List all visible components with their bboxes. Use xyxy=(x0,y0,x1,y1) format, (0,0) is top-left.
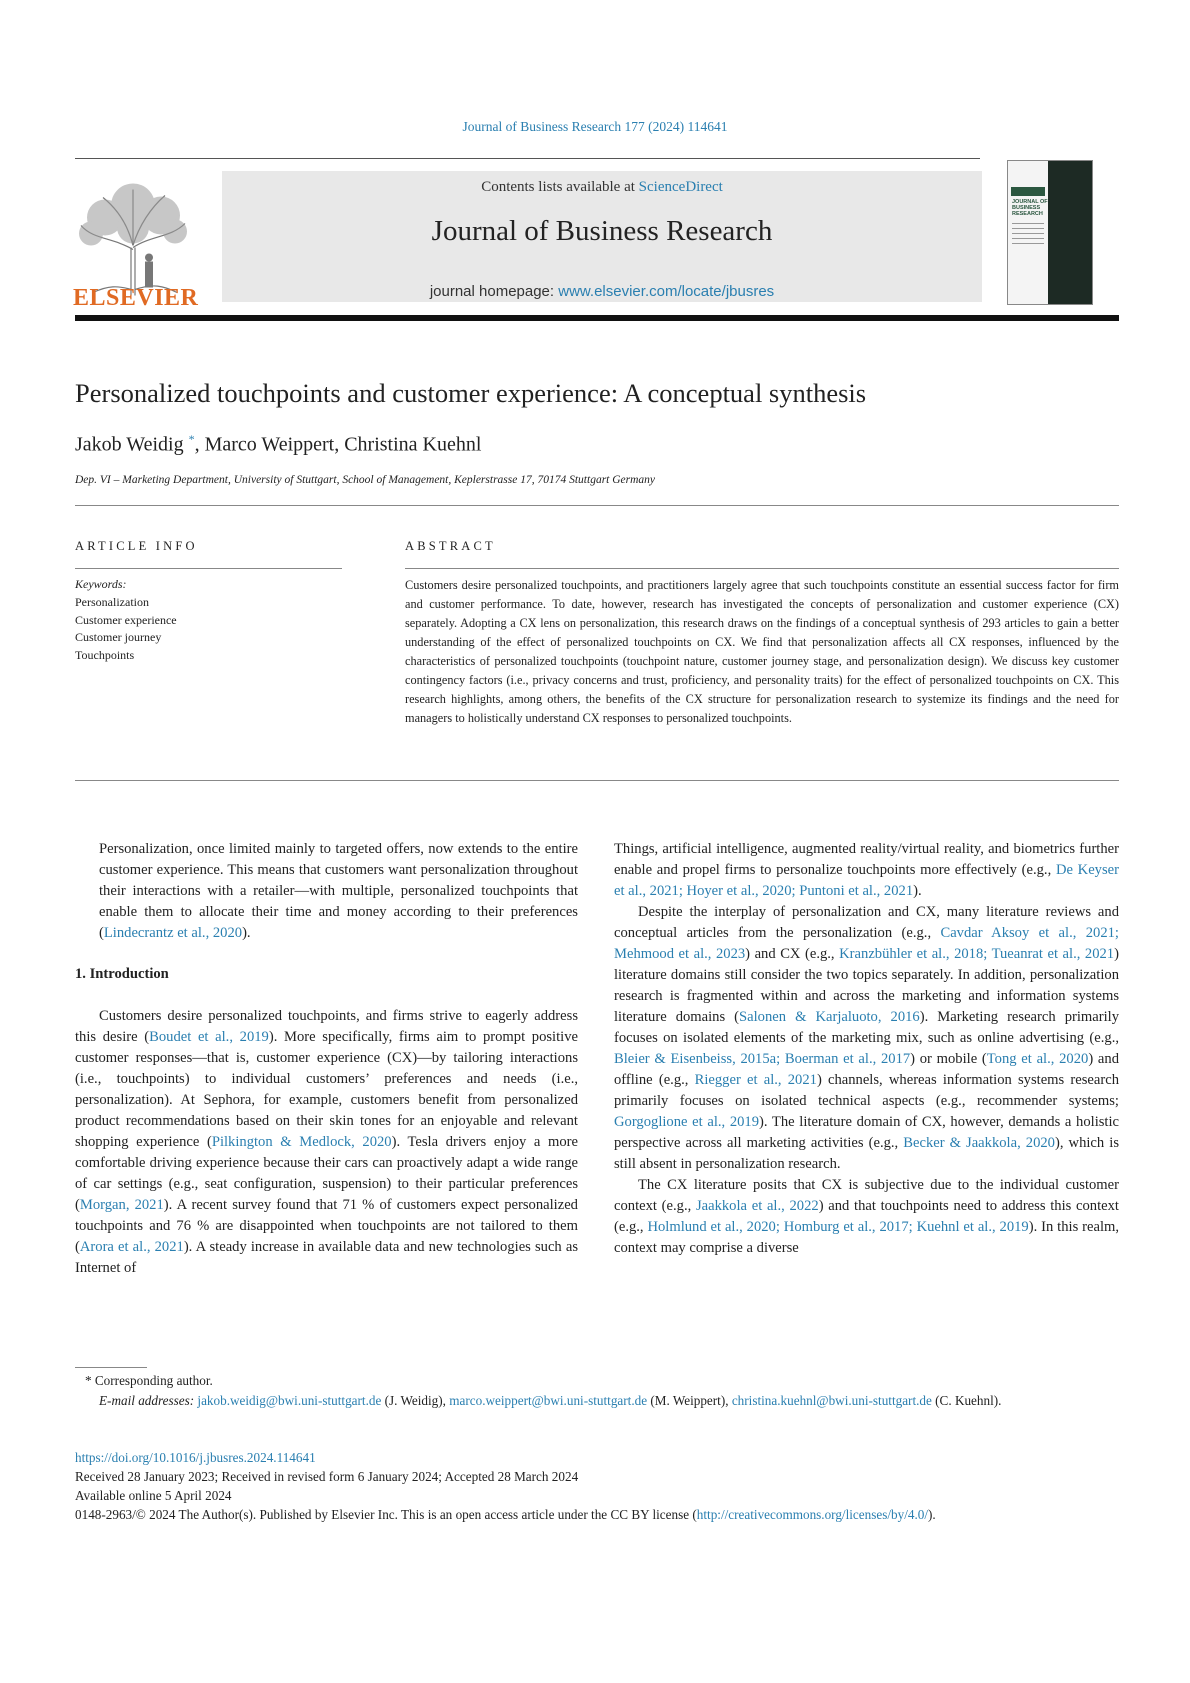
citation-link[interactable]: Becker & Jaakkola, 2020 xyxy=(903,1135,1055,1151)
body-paragraph: Things, artificial intelligence, augmented reality/virtual reality, and biometrics further enable and propel firms to personalize touchpoints more effectively (e.g., De Keyser et al., 2021; Hoyer et al., 2020; Puntoni et al., 2021). xyxy=(614,841,1119,899)
citation-link[interactable]: Pilkington & Medlock, 2020 xyxy=(211,1134,392,1150)
body-left-column xyxy=(75,839,578,1279)
author-name: , Christina Kuehnl xyxy=(334,433,482,456)
homepage-link[interactable]: www.elsevier.com/locate/jbusres xyxy=(558,283,775,300)
journal-masthead xyxy=(222,171,982,302)
citation-link[interactable]: Holmlund et al., 2020; Homburg et al., 2017; Kuehnl et al., 2019 xyxy=(647,1219,1029,1235)
citation-link[interactable]: Gorgoglione et al., 2019 xyxy=(614,1114,760,1130)
email-link[interactable]: christina.kuehnl@bwi.uni-stuttgart.de xyxy=(731,1393,932,1408)
contents-line: Contents lists available at ScienceDirect xyxy=(481,179,723,195)
available-online: Available online 5 April 2024 xyxy=(75,1488,232,1503)
email-link[interactable]: marco.weippert@bwi.uni-stuttgart.de xyxy=(449,1393,648,1408)
author-name: , Marco Weippert xyxy=(194,433,335,456)
corresponding-author-mark[interactable]: * xyxy=(188,432,195,446)
citation-link[interactable]: De Keyser et al., 2021; Hoyer et al., 2020; Puntoni et al., 2021 xyxy=(614,862,1119,899)
article-info-rule xyxy=(75,568,342,569)
affiliation: Dep. VI – Marketing Department, University of Stuttgart, School of Management, Keplerstrasse 17, 70174 Stuttgart Germany xyxy=(75,474,656,486)
citation-link[interactable]: Bleier & Eisenbeiss, 2015a; Boerman et al., 2017 xyxy=(614,1051,911,1067)
abstract-end-rule xyxy=(75,780,1119,781)
citation-link[interactable]: Boudet et al., 2019 xyxy=(149,1029,269,1045)
article-info-heading: ARTICLE INFO xyxy=(75,539,198,553)
header-thick-rule xyxy=(75,315,1119,321)
section-heading-introduction: 1. Introduction xyxy=(75,966,169,982)
abstract-heading: ABSTRACT xyxy=(405,539,496,553)
author-list xyxy=(75,432,481,457)
paper-title: Personalized touchpoints and customer experience: A conceptual synthesis xyxy=(75,378,867,408)
body-paragraph: Despite the interplay of personalization and CX, many literature reviews and conceptual articles from the personalization (e.g., Cavdar Aksoy et al., 2021; Mehmood et al., 2023) and CX (e.g., Kranzbühler et al., 2018; Tueanrat et al., 2021) literature domains still consider the two topics separately. In addition, personalization research is fragmented within and across the marketing and information systems literature domains (Salonen & Karjaluoto, 2016). Marketing research primarily focuses on isolated elements of the marketing mix, such as online advertising (e.g., Bleier & Eisenbeiss, 2015a; Boerman et al., 2017) or mobile (Tong et al., 2020) and offline (e.g., Riegger et al., 2021) channels, whereas information systems research primarily focuses on isolated technical aspects (e.g., recommender systems; Gorgoglione et al., 2019). The literature domain of CX, however, demands a holistic perspective across all marketing activities (e.g., Becker & Jaakkola, 2020), which is still absent in personalization research. xyxy=(614,904,1120,1172)
email-footnote: E-mail addresses: jakob.weidig@bwi.uni-stuttgart.de (J. Weidig), marco.weippert@bwi.uni-stuttgart.de (M. Weippert), christina.kuehnl@bwi.uni-stuttgart.de (C. Kuehnl). xyxy=(99,1393,1002,1408)
cover-title: JOURNAL OF BUSINESS RESEARCH xyxy=(1012,199,1048,217)
elsevier-wordmark: ELSEVIER xyxy=(73,285,199,311)
header-rule xyxy=(75,158,980,159)
doi-link[interactable]: https://doi.org/10.1016/j.jbusres.2024.114641 xyxy=(75,1450,316,1465)
citation-link[interactable]: Arora et al., 2021 xyxy=(79,1239,184,1255)
license-link[interactable]: http://creativecommons.org/licenses/by/4.0/ xyxy=(696,1507,929,1522)
body-paragraph: Customers desire personalized touchpoints, and firms strive to eagerly address this desire (Boudet et al., 2019). More specifically, firms aim to prompt positive customer responses—that is, customer experience (CX)—by tailoring interactions (i.e., touchpoints) to individual customers’ preferences and needs (i.e., personalization). At Sephora, for example, customers benefit from personalized product recommendations based on their skin tones for an enjoyable and relevant shopping experience (Pilkington & Medlock, 2020). Tesla drivers enjoy a more comfortable driving experience because their cars can proactively adapt a wide range of car settings (e.g., seat configuration, suspension) to their particular preferences (Morgan, 2021). A recent survey found that 71 % of customers expect personalized touchpoints and 76 % are disappointed when touchpoints are not tailored to them (Arora et al., 2021). A steady increase in available data and new technologies such as Internet of xyxy=(75,1008,578,1276)
email-link[interactable]: jakob.weidig@bwi.uni-stuttgart.de xyxy=(197,1393,382,1408)
author-name: Jakob Weidig xyxy=(75,433,184,456)
journal-citation[interactable]: Journal of Business Research 177 (2024) 114641 xyxy=(462,119,728,134)
citation-link[interactable]: Tong et al., 2020 xyxy=(986,1051,1089,1067)
license-line: 0148-2963/© 2024 The Author(s). Published by Elsevier Inc. This is an open access article under the CC BY license (http://creativecommons.org/licenses/by/4.0/). xyxy=(75,1507,936,1522)
keywords-list xyxy=(75,594,177,664)
citation-link[interactable]: Jaakkola et al., 2022 xyxy=(695,1198,819,1214)
keyword: Customer journey xyxy=(75,630,162,644)
keyword: Touchpoints xyxy=(75,647,135,662)
journal-title: Journal of Business Research xyxy=(431,215,773,247)
keywords-label: Keywords: xyxy=(75,577,127,591)
citation-link[interactable]: Lindecrantz et al., 2020 xyxy=(103,925,243,941)
received-dates: Received 28 January 2023; Received in revised form 6 January 2024; Accepted 28 March 2024 xyxy=(75,1469,579,1484)
journal-cover-thumbnail xyxy=(1007,160,1093,305)
body-right-column xyxy=(614,839,1119,1259)
keyword: Personalization xyxy=(75,595,149,609)
citation-link[interactable]: Salonen & Karjaluoto, 2016 xyxy=(739,1009,920,1025)
keyword: Customer experience xyxy=(75,612,177,627)
abstract-rule xyxy=(405,568,1119,569)
citation-link[interactable]: Cavdar Aksoy et al., 2021; Mehmood et al., 2023 xyxy=(614,925,1119,962)
citation-link[interactable]: Morgan, 2021 xyxy=(79,1197,164,1213)
epigraph-paragraph: Personalization, once limited mainly to targeted offers, now extends to the entire customer experience. This means that customers want personalization throughout their interactions with a retailer—with multiple, personalized touchpoints that enable them to allocate their time and money according to their preferences (Lindecrantz et al., 2020). xyxy=(99,841,578,941)
citation-link[interactable]: Kranzbühler et al., 2018; Tueanrat et al., 2021 xyxy=(839,946,1115,962)
citation-link[interactable]: Riegger et al., 2021 xyxy=(694,1072,817,1088)
title-rule xyxy=(75,505,1119,506)
footnote-rule xyxy=(75,1367,147,1368)
homepage-line: journal homepage: www.elsevier.com/locate/jbusres xyxy=(429,283,775,300)
body-paragraph: The CX literature posits that CX is subjective due to the individual customer context (e.g., Jaakkola et al., 2022) and that touchpoints need to address this context (e.g., Holmlund et al., 2020; Homburg et al., 2017; Kuehnl et al., 2019). In this realm, context may comprise a diverse xyxy=(614,1177,1119,1256)
abstract-text: Customers desire personalized touchpoints, and practitioners largely agree that such touchpoints constitute an essential success factor for firm and customer performance. To date, however, research has investigated the concepts of personalization and customer experience (CX) separately. Adopting a CX lens on personalization, this research draws on the findings of a conceptual synthesis of 293 articles to gain a better understanding of the effect of personalized touchpoints on CX. We find that personalization affects all CX responses, influenced by the characteristics of personalized touchpoints (touchpoint nature, customer journey stage, and personalization design). We discuss key customer contingency factors (i.e., privacy concerns and trust, proficiency, and personality traits) for the effect of personalized touchpoints on CX. This research highlights, among others, the benefits of the CX structure for personalization research to systemize its findings and the need for managers to holistically understand CX responses to personalized touchpoints. xyxy=(405,578,1119,725)
sciencedirect-link[interactable]: ScienceDirect xyxy=(638,179,723,195)
publication-info xyxy=(75,1448,936,1524)
corresponding-author-note: * Corresponding author. xyxy=(85,1373,213,1388)
